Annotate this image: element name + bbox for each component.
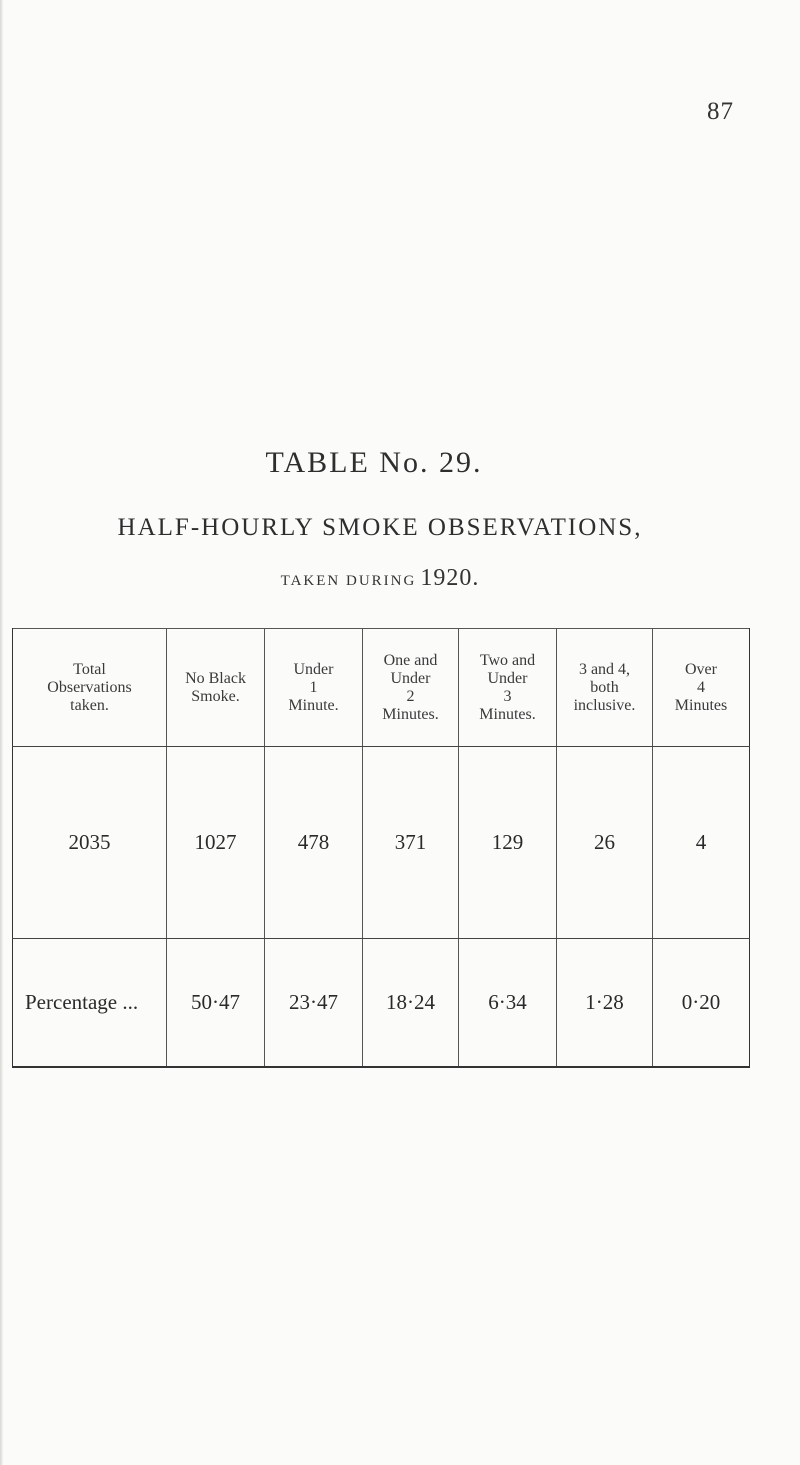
header-three-and-four-minutes: 3 and 4, both inclusive. xyxy=(557,629,653,747)
cell-total-observations: 2035 xyxy=(13,747,167,939)
smoke-observations-table xyxy=(12,628,750,1068)
cell-three-and-four-minutes: 26 xyxy=(557,747,653,939)
cell-under-1-minute: 478 xyxy=(265,747,363,939)
table-row-percentage xyxy=(13,939,750,1068)
table-caption xyxy=(0,565,760,592)
pct-under-1-minute: 23·47 xyxy=(265,939,363,1068)
caption-year: 1920. xyxy=(420,565,480,591)
pct-two-to-three-minutes: 6·34 xyxy=(459,939,557,1068)
page-edge xyxy=(0,0,3,1465)
header-one-to-two-minutes: One and Under 2 Minutes. xyxy=(363,629,459,747)
pct-one-to-two-minutes: 18·24 xyxy=(363,939,459,1068)
header-under-1-minute: Under 1 Minute. xyxy=(265,629,363,747)
caption-prefix: TAKEN DURING xyxy=(280,573,417,589)
table-header-row xyxy=(13,629,750,747)
cell-two-to-three-minutes: 129 xyxy=(459,747,557,939)
header-no-black-smoke: No Black Smoke. xyxy=(167,629,265,747)
header-total-observations: Total Observations taken. xyxy=(13,629,167,747)
cell-no-black-smoke: 1027 xyxy=(167,747,265,939)
table-row-counts xyxy=(13,747,750,939)
table-subtitle: HALF-HOURLY SMOKE OBSERVATIONS, xyxy=(117,514,643,541)
cell-one-to-two-minutes: 371 xyxy=(363,747,459,939)
page-number: 87 xyxy=(707,98,734,125)
table-title: TABLE No. 29. xyxy=(265,446,483,479)
header-over-four-minutes: Over 4 Minutes xyxy=(653,629,750,747)
pct-no-black-smoke: 50·47 xyxy=(167,939,265,1068)
header-two-to-three-minutes: Two and Under 3 Minutes. xyxy=(459,629,557,747)
cell-over-four-minutes: 4 xyxy=(653,747,750,939)
percentage-row-label: Percentage ... xyxy=(13,939,167,1068)
pct-over-four-minutes: 0·20 xyxy=(653,939,750,1068)
pct-three-and-four-minutes: 1·28 xyxy=(557,939,653,1068)
